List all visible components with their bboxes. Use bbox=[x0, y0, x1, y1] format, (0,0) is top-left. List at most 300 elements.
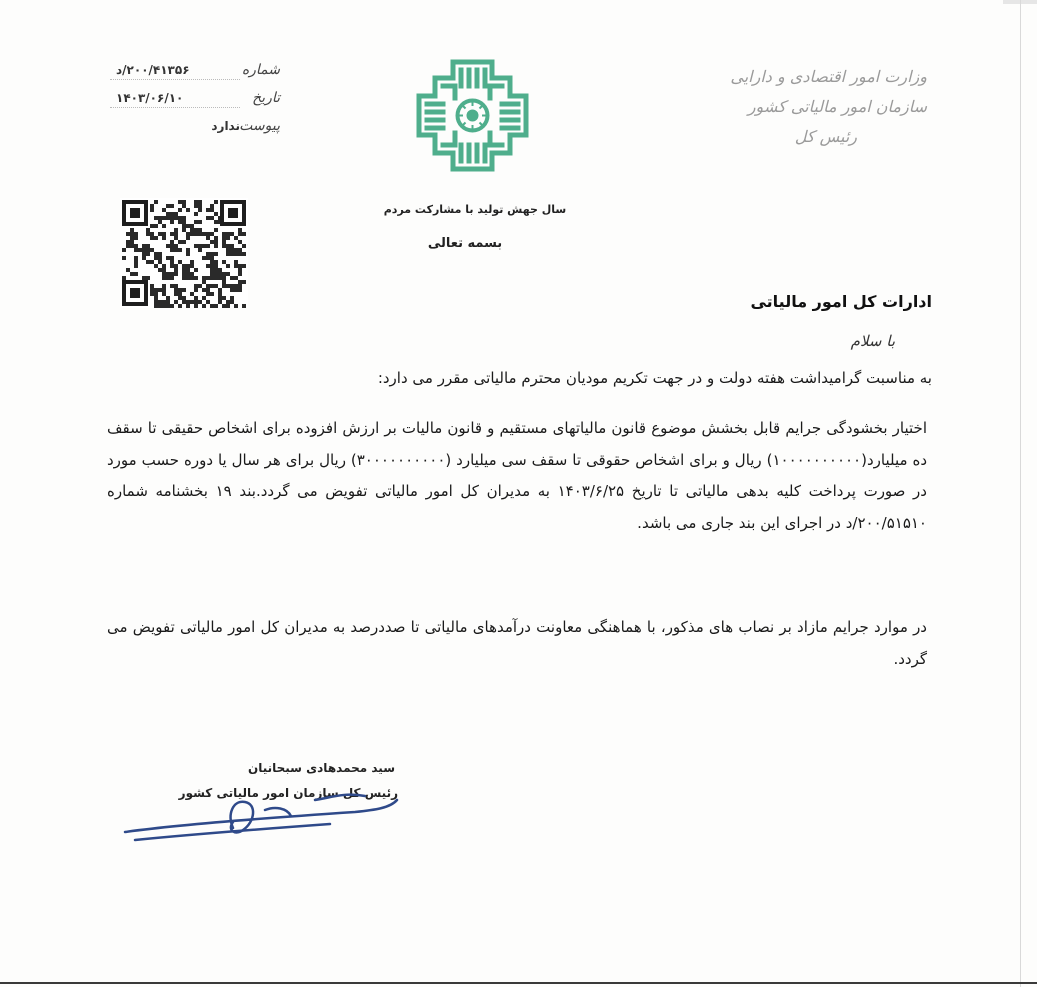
qr-module bbox=[166, 244, 170, 248]
qr-module bbox=[170, 204, 174, 208]
year-slogan: سال جهش تولید با مشارکت مردم bbox=[383, 203, 567, 216]
qr-module bbox=[174, 212, 178, 216]
qr-module bbox=[130, 232, 134, 236]
qr-module bbox=[158, 252, 162, 256]
qr-module bbox=[202, 232, 206, 236]
qr-module bbox=[166, 212, 170, 216]
qr-module bbox=[142, 276, 146, 280]
qr-module bbox=[214, 272, 218, 276]
qr-module bbox=[222, 284, 226, 288]
qr-module bbox=[170, 212, 174, 216]
qr-module bbox=[226, 272, 230, 276]
qr-module bbox=[206, 300, 210, 304]
qr-module bbox=[234, 252, 238, 256]
qr-module bbox=[134, 244, 138, 248]
qr-module bbox=[162, 292, 166, 296]
number-value: ۲۰۰/۴۱۳۵۶/د bbox=[110, 63, 240, 80]
qr-module bbox=[206, 232, 210, 236]
qr-module bbox=[174, 236, 178, 240]
paragraph-penalty-waiver: اختیار بخشودگی جرایم قابل بخشش موضوع قانون مالیاتهای مستقیم و قانون مالیات بر ارزش افزوده برای اشخاص حقیقی تا سقف ده میلیارد(۱۰۰۰۰۰۰۰۰۰۰) ریال و برای اشخاص حقوقی تا سقف سی میلیارد (۳۰۰۰۰۰۰۰۰۰۰) ریال برای هر سال یا دوره حسب مورد در صورت پرداخت کلیه بدهی مالیاتی تا تاریخ ۱۴۰۳/۶/۲۵ به مدیران کل امور مالیاتی تفویض می گردد.بند ۱۹ بخشنامه شماره ۲۰۰/۵۱۵۱۰/د در اجرای این بند جاری می باشد. bbox=[107, 419, 927, 532]
qr-module bbox=[146, 260, 150, 264]
qr-module bbox=[238, 280, 242, 284]
qr-module bbox=[214, 220, 218, 224]
qr-module bbox=[134, 272, 138, 276]
qr-module bbox=[170, 260, 174, 264]
qr-module bbox=[238, 240, 242, 244]
qr-module bbox=[214, 200, 218, 204]
qr-module bbox=[150, 208, 154, 212]
qr-module bbox=[134, 260, 138, 264]
qr-module bbox=[182, 220, 186, 224]
qr-module bbox=[242, 244, 246, 248]
qr-module bbox=[158, 216, 162, 220]
qr-module bbox=[210, 240, 214, 244]
qr-module bbox=[126, 244, 130, 248]
qr-module bbox=[126, 232, 130, 236]
signatory-name: سید محمدهادی سبحانیان bbox=[247, 761, 395, 775]
qr-module bbox=[242, 280, 246, 284]
qr-module bbox=[242, 264, 246, 268]
qr-module bbox=[198, 208, 202, 212]
qr-module bbox=[150, 232, 154, 236]
qr-module bbox=[186, 208, 190, 212]
paragraph-excess-penalties: در موارد جرایم مازاد بر نصاب های مذکور، با هماهنگی معاونت درآمدهای مالیاتی تا صددرصد به مدیران کل امور مالیاتی تفویض می گردد. bbox=[107, 618, 927, 668]
qr-module bbox=[202, 304, 206, 308]
qr-module bbox=[206, 256, 210, 260]
qr-module bbox=[222, 236, 226, 240]
qr-module bbox=[230, 300, 234, 304]
qr-module bbox=[214, 284, 218, 288]
qr-module bbox=[130, 272, 134, 276]
qr-module bbox=[170, 248, 174, 252]
qr-module bbox=[194, 304, 198, 308]
qr-module bbox=[234, 264, 238, 268]
qr-module bbox=[226, 232, 230, 236]
qr-module bbox=[126, 240, 130, 244]
qr-module bbox=[158, 232, 162, 236]
qr-module bbox=[154, 296, 158, 300]
qr-module bbox=[238, 288, 242, 292]
qr-module bbox=[162, 268, 166, 272]
qr-module bbox=[218, 292, 222, 296]
qr-module bbox=[150, 284, 154, 288]
qr-module bbox=[194, 212, 198, 216]
qr-module bbox=[130, 236, 134, 240]
qr-module bbox=[134, 248, 138, 252]
qr-module bbox=[214, 240, 218, 244]
qr-module bbox=[170, 232, 174, 236]
qr-module bbox=[202, 280, 206, 284]
attachment-label: پیوست bbox=[239, 118, 280, 134]
qr-module bbox=[162, 264, 166, 268]
qr-module bbox=[178, 296, 182, 300]
qr-module bbox=[186, 304, 190, 308]
qr-module bbox=[178, 288, 182, 292]
qr-module bbox=[186, 252, 190, 256]
qr-module bbox=[162, 224, 166, 228]
qr-module bbox=[194, 244, 198, 248]
qr-module bbox=[158, 300, 162, 304]
qr-module bbox=[182, 272, 186, 276]
qr-module bbox=[238, 252, 242, 256]
qr-module bbox=[198, 300, 202, 304]
qr-module bbox=[214, 228, 218, 232]
qr-module bbox=[174, 268, 178, 272]
qr-module bbox=[158, 256, 162, 260]
qr-module bbox=[182, 240, 186, 244]
qr-module bbox=[178, 248, 182, 252]
qr-module bbox=[166, 300, 170, 304]
qr-module bbox=[194, 204, 198, 208]
qr-module bbox=[166, 256, 170, 260]
qr-module bbox=[234, 236, 238, 240]
qr-module bbox=[198, 228, 202, 232]
qr-module bbox=[166, 204, 170, 208]
qr-module bbox=[190, 292, 194, 296]
qr-module bbox=[230, 284, 234, 288]
qr-module bbox=[206, 264, 210, 268]
qr-module bbox=[150, 224, 154, 228]
qr-module bbox=[150, 260, 154, 264]
qr-module bbox=[210, 268, 214, 272]
qr-module bbox=[230, 244, 234, 248]
qr-module bbox=[130, 228, 134, 232]
bottom-edge-line bbox=[0, 982, 1037, 984]
qr-module bbox=[214, 264, 218, 268]
qr-module bbox=[222, 240, 226, 244]
qr-module bbox=[206, 236, 210, 240]
qr-module bbox=[174, 232, 178, 236]
qr-module bbox=[222, 304, 226, 308]
qr-module bbox=[210, 252, 214, 256]
qr-module bbox=[214, 252, 218, 256]
qr-module bbox=[214, 260, 218, 264]
qr-module bbox=[218, 300, 222, 304]
qr-module bbox=[182, 288, 186, 292]
qr-module bbox=[182, 268, 186, 272]
ministry-line-3: رئیس کل bbox=[794, 127, 857, 146]
qr-module bbox=[158, 304, 162, 308]
qr-module bbox=[210, 276, 214, 280]
qr-module bbox=[154, 216, 158, 220]
ministry-header bbox=[697, 62, 927, 152]
qr-module bbox=[170, 272, 174, 276]
meta-date-row bbox=[110, 90, 280, 118]
qr-module bbox=[182, 296, 186, 300]
ministry-line-2: سازمان امور مالیاتی کشور bbox=[747, 97, 927, 116]
qr-module bbox=[182, 300, 186, 304]
qr-module bbox=[158, 260, 162, 264]
qr-module bbox=[194, 228, 198, 232]
qr-module bbox=[198, 220, 202, 224]
qr-module bbox=[190, 228, 194, 232]
qr-module bbox=[178, 200, 182, 204]
qr-module bbox=[162, 208, 166, 212]
qr-module bbox=[154, 264, 158, 268]
qr-module bbox=[242, 232, 246, 236]
qr-module bbox=[154, 304, 158, 308]
qr-module bbox=[202, 288, 206, 292]
qr-module bbox=[146, 244, 150, 248]
qr-module bbox=[146, 252, 150, 256]
qr-module bbox=[190, 272, 194, 276]
qr-module bbox=[210, 304, 214, 308]
qr-module bbox=[226, 248, 230, 252]
qr-module bbox=[170, 276, 174, 280]
qr-module bbox=[134, 232, 138, 236]
qr-module bbox=[210, 284, 214, 288]
qr-module bbox=[194, 232, 198, 236]
qr-module bbox=[170, 256, 174, 260]
qr-module bbox=[134, 236, 138, 240]
qr-module bbox=[214, 236, 218, 240]
qr-module bbox=[222, 260, 226, 264]
qr-module bbox=[206, 276, 210, 280]
qr-module bbox=[150, 236, 154, 240]
qr-module bbox=[234, 248, 238, 252]
qr-module bbox=[154, 236, 158, 240]
qr-module bbox=[238, 268, 242, 272]
qr-module bbox=[202, 256, 206, 260]
bismillah-heading: بسمه تعالی bbox=[427, 236, 503, 251]
qr-module bbox=[226, 236, 230, 240]
qr-module bbox=[142, 256, 146, 260]
qr-module bbox=[206, 288, 210, 292]
qr-module bbox=[158, 220, 162, 224]
qr-module bbox=[162, 284, 166, 288]
qr-module bbox=[202, 276, 206, 280]
qr-module bbox=[206, 244, 210, 248]
qr-module bbox=[122, 248, 126, 252]
qr-module bbox=[202, 244, 206, 248]
qr-module bbox=[162, 216, 166, 220]
qr-module bbox=[226, 284, 230, 288]
qr-module bbox=[150, 292, 154, 296]
qr-module bbox=[162, 236, 166, 240]
date-value: ۱۴۰۳/۰۶/۱۰ bbox=[110, 91, 240, 108]
qr-module bbox=[194, 276, 198, 280]
qr-module bbox=[170, 304, 174, 308]
qr-module bbox=[170, 264, 174, 268]
letter-meta bbox=[110, 62, 280, 146]
qr-module bbox=[178, 304, 182, 308]
qr-module bbox=[198, 200, 202, 204]
qr-module bbox=[142, 252, 146, 256]
qr-module bbox=[206, 292, 210, 296]
qr-module bbox=[130, 244, 134, 248]
qr-module bbox=[186, 268, 190, 272]
meta-attachment-row bbox=[110, 118, 280, 146]
qr-module bbox=[238, 228, 242, 232]
qr-module bbox=[210, 292, 214, 296]
qr-module bbox=[218, 272, 222, 276]
qr-module bbox=[234, 284, 238, 288]
qr-module bbox=[214, 244, 218, 248]
qr-module bbox=[222, 272, 226, 276]
qr-module bbox=[202, 296, 206, 300]
qr-module bbox=[234, 276, 238, 280]
qr-module bbox=[238, 264, 242, 268]
qr-module bbox=[174, 248, 178, 252]
qr-module bbox=[238, 284, 242, 288]
qr-module bbox=[190, 264, 194, 268]
qr-module bbox=[222, 296, 226, 300]
qr-module bbox=[150, 248, 154, 252]
qr-module bbox=[154, 292, 158, 296]
qr-module bbox=[242, 304, 246, 308]
qr-module bbox=[178, 260, 182, 264]
qr-module bbox=[154, 252, 158, 256]
qr-module bbox=[186, 264, 190, 268]
qr-module bbox=[190, 300, 194, 304]
qr-module bbox=[182, 276, 186, 280]
qr-module bbox=[142, 244, 146, 248]
qr-module bbox=[218, 268, 222, 272]
signatory-title: رئیس کل سازمان امور مالیاتی کشور bbox=[178, 786, 398, 800]
qr-module bbox=[154, 256, 158, 260]
qr-module bbox=[162, 300, 166, 304]
qr-module bbox=[186, 276, 190, 280]
qr-module bbox=[242, 252, 246, 256]
qr-module bbox=[166, 216, 170, 220]
qr-module bbox=[178, 240, 182, 244]
qr-module bbox=[174, 288, 178, 292]
qr-module bbox=[178, 208, 182, 212]
qr-module bbox=[146, 276, 150, 280]
qr-module bbox=[122, 256, 126, 260]
qr-module bbox=[142, 248, 146, 252]
qr-module bbox=[182, 216, 186, 220]
qr-module bbox=[182, 200, 186, 204]
qr-module bbox=[230, 296, 234, 300]
qr-module bbox=[170, 244, 174, 248]
qr-module bbox=[150, 288, 154, 292]
qr-module bbox=[146, 248, 150, 252]
qr-module bbox=[186, 224, 190, 228]
qr-module bbox=[170, 240, 174, 244]
qr-module bbox=[138, 248, 142, 252]
qr-module bbox=[226, 300, 230, 304]
qr-module bbox=[134, 256, 138, 260]
qr-module bbox=[170, 216, 174, 220]
qr-module bbox=[210, 208, 214, 212]
qr-module bbox=[158, 268, 162, 272]
qr-module bbox=[210, 260, 214, 264]
qr-module bbox=[182, 228, 186, 232]
intro-line: به مناسبت گرامیداشت هفته دولت و در جهت تکریم مودیان محترم مالیاتی مقرر می دارد: bbox=[377, 369, 932, 387]
qr-module bbox=[130, 240, 134, 244]
qr-module bbox=[194, 300, 198, 304]
qr-module bbox=[206, 252, 210, 256]
qr-module bbox=[166, 276, 170, 280]
qr-module bbox=[174, 292, 178, 296]
qr-module bbox=[226, 252, 230, 256]
qr-module bbox=[210, 204, 214, 208]
qr-module bbox=[222, 280, 226, 284]
qr-module bbox=[198, 232, 202, 236]
qr-module bbox=[186, 272, 190, 276]
qr-module bbox=[194, 268, 198, 272]
qr-module bbox=[230, 232, 234, 236]
qr-module bbox=[162, 276, 166, 280]
qr-module bbox=[174, 244, 178, 248]
qr-module bbox=[146, 232, 150, 236]
qr-module bbox=[158, 288, 162, 292]
qr-module bbox=[182, 224, 186, 228]
qr-module bbox=[166, 296, 170, 300]
qr-module bbox=[194, 296, 198, 300]
qr-module bbox=[218, 296, 222, 300]
qr-module bbox=[222, 244, 226, 248]
qr-module bbox=[170, 220, 174, 224]
qr-module bbox=[170, 284, 174, 288]
qr-module bbox=[194, 284, 198, 288]
qr-module bbox=[214, 304, 218, 308]
qr-module bbox=[210, 232, 214, 236]
qr-module bbox=[174, 300, 178, 304]
qr-module bbox=[182, 264, 186, 268]
qr-module bbox=[194, 220, 198, 224]
qr-module bbox=[238, 272, 242, 276]
qr-module bbox=[194, 200, 198, 204]
qr-module bbox=[234, 304, 238, 308]
qr-module bbox=[222, 232, 226, 236]
qr-module bbox=[230, 288, 234, 292]
date-label: تاریخ bbox=[252, 90, 280, 106]
qr-module bbox=[186, 232, 190, 236]
qr-module bbox=[226, 244, 230, 248]
qr-module bbox=[230, 276, 234, 280]
attachment-value: ندارد bbox=[211, 119, 240, 133]
qr-module bbox=[206, 284, 210, 288]
qr-module bbox=[214, 268, 218, 272]
tax-organization-logo bbox=[415, 58, 530, 173]
qr-module bbox=[154, 200, 158, 204]
qr-module bbox=[186, 300, 190, 304]
qr-module bbox=[154, 300, 158, 304]
qr-module bbox=[210, 272, 214, 276]
greeting: با سلام bbox=[850, 332, 895, 350]
qr-module bbox=[178, 216, 182, 220]
qr-module bbox=[214, 212, 218, 216]
qr-module bbox=[162, 304, 166, 308]
qr-module bbox=[206, 216, 210, 220]
qr-module bbox=[162, 288, 166, 292]
qr-module bbox=[178, 220, 182, 224]
qr-module bbox=[150, 204, 154, 208]
qr-module bbox=[226, 304, 230, 308]
qr-module bbox=[198, 284, 202, 288]
qr-module bbox=[146, 228, 150, 232]
qr-module bbox=[174, 264, 178, 268]
right-edge-line bbox=[1020, 0, 1021, 987]
qr-module bbox=[174, 216, 178, 220]
qr-module bbox=[198, 204, 202, 208]
qr-module bbox=[210, 264, 214, 268]
qr-module bbox=[234, 288, 238, 292]
qr-module bbox=[190, 224, 194, 228]
qr-module bbox=[218, 288, 222, 292]
qr-module bbox=[230, 248, 234, 252]
qr-module bbox=[134, 264, 138, 268]
qr-module bbox=[186, 236, 190, 240]
qr-module bbox=[154, 224, 158, 228]
qr-module bbox=[238, 232, 242, 236]
qr-module bbox=[166, 272, 170, 276]
qr-module bbox=[174, 284, 178, 288]
qr-module bbox=[198, 248, 202, 252]
recipient-heading: ادارات کل امور مالیاتی bbox=[750, 292, 932, 311]
